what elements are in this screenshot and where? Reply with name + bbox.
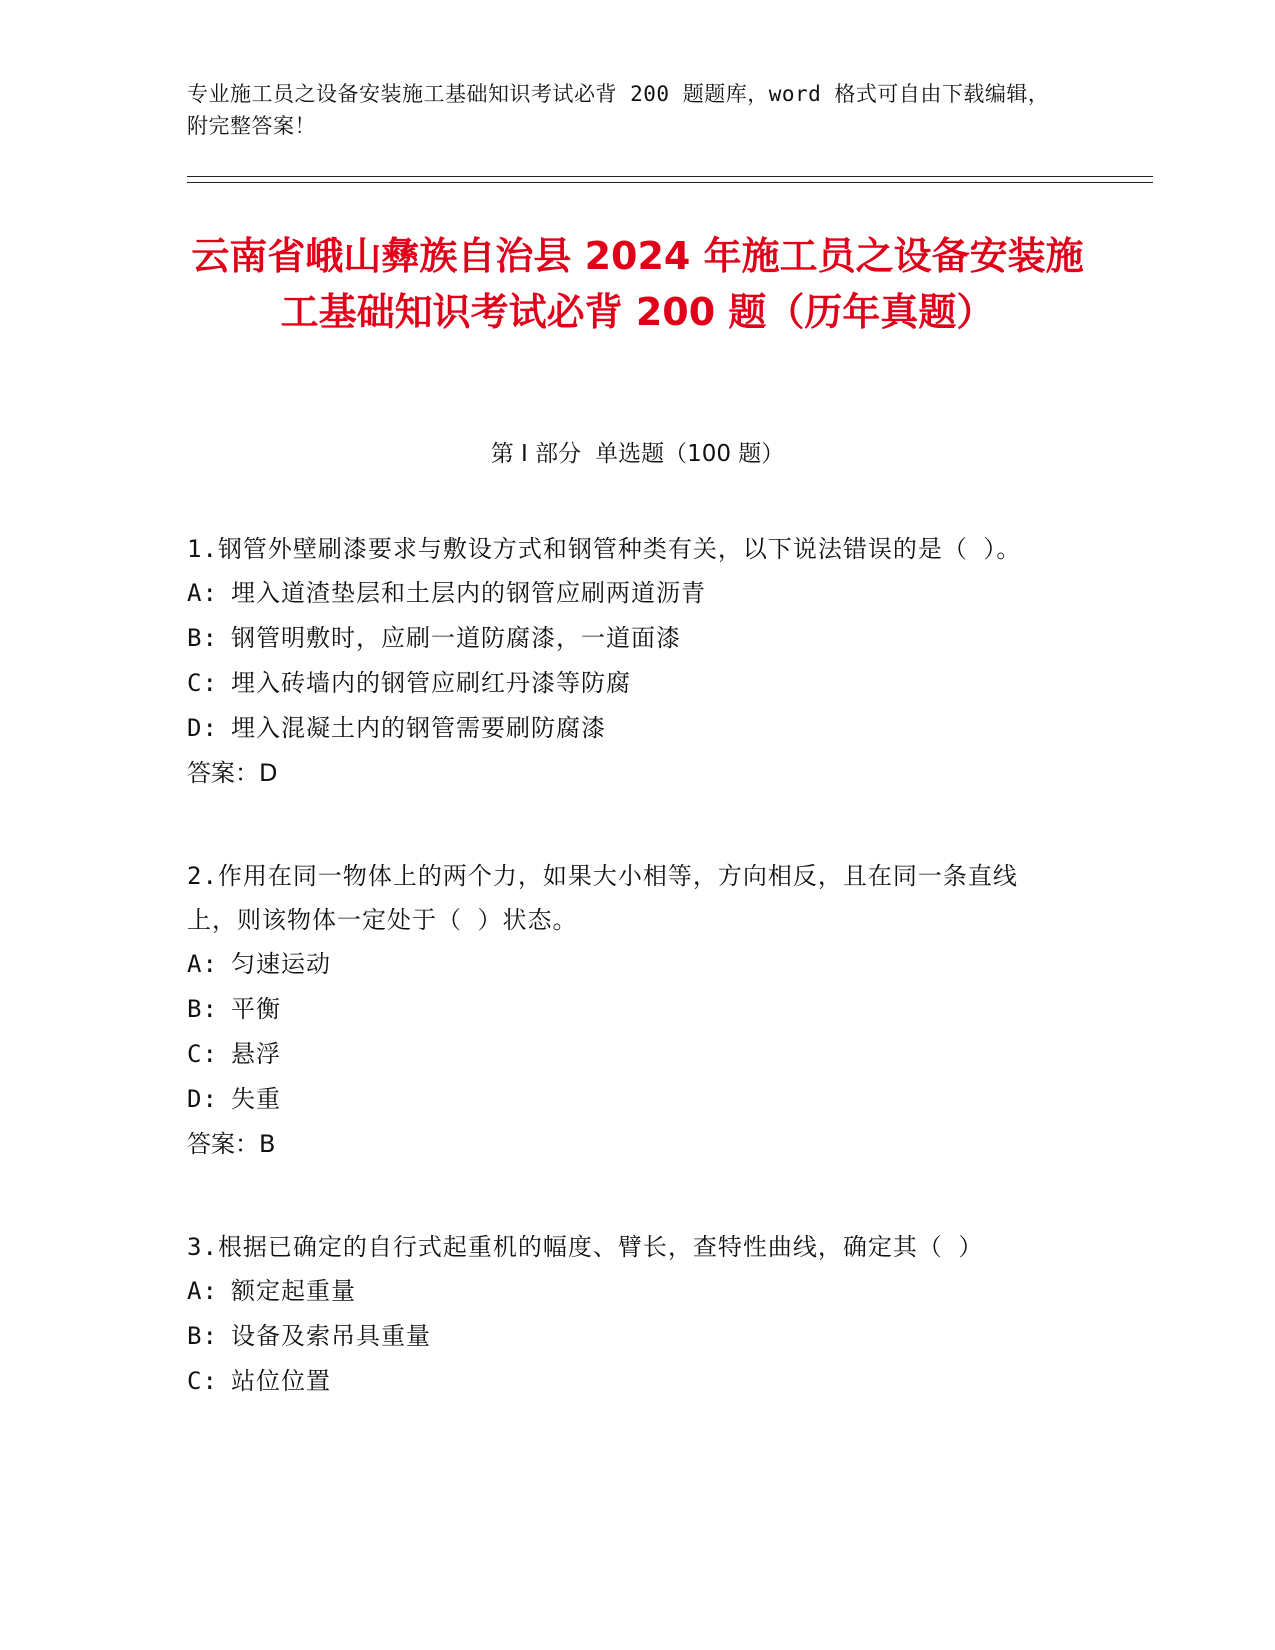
question-stem: 1.钢管外壁刷漆要求与敷设方式和钢管种类有关，以下说法错误的是（ ）。 <box>187 535 1022 563</box>
option-text: 设备及索吊具重量 <box>231 1322 431 1350</box>
option-letter: A: <box>187 950 218 978</box>
option-letter: C: <box>187 1367 218 1395</box>
question-list <box>187 527 1067 1462</box>
question-1 <box>187 527 1067 796</box>
option-text: 匀速运动 <box>231 950 331 978</box>
option-c <box>187 661 1067 706</box>
option-text: 埋入砖墙内的钢管应刷红丹漆等防腐 <box>231 669 631 697</box>
option-d <box>187 1077 1067 1122</box>
option-d <box>187 706 1067 751</box>
option-c <box>187 1032 1067 1077</box>
option-text: 钢管明敷时，应刷一道防腐漆，一道面漆 <box>231 624 681 652</box>
option-letter: D: <box>187 714 218 742</box>
option-text: 悬浮 <box>231 1040 281 1068</box>
option-letter: B: <box>187 1322 218 1350</box>
option-letter: C: <box>187 669 218 697</box>
option-b <box>187 1314 1067 1359</box>
question-3 <box>187 1225 1067 1404</box>
option-b <box>187 616 1067 661</box>
option-a <box>187 942 1067 987</box>
option-text: 站位位置 <box>231 1367 331 1395</box>
question-stem: 3.根据已确定的自行式起重机的幅度、臂长，查特性曲线，确定其（ ） <box>187 1233 984 1261</box>
option-text: 平衡 <box>231 995 281 1023</box>
option-text: 埋入道渣垫层和土层内的钢管应刷两道沥青 <box>231 579 706 607</box>
option-text: 失重 <box>231 1085 281 1113</box>
answer-line: 答案：D <box>187 759 278 787</box>
header-rule-top <box>187 176 1153 177</box>
option-text: 额定起重量 <box>231 1277 356 1305</box>
section-title <box>0 436 1275 472</box>
answer-line: 答案：B <box>187 1130 276 1158</box>
option-a <box>187 571 1067 616</box>
question-stem: 2.作用在同一物体上的两个力，如果大小相等，方向相反，且在同一条直线上，则该物体一定处于（ ）状态。 <box>187 862 1018 934</box>
option-b <box>187 987 1067 1032</box>
option-letter: B: <box>187 995 218 1023</box>
option-letter: A: <box>187 579 218 607</box>
option-text: 埋入混凝土内的钢管需要刷防腐漆 <box>231 714 606 742</box>
header-note: 专业施工员之设备安装施工基础知识考试必背 200 题题库，word 格式可自由下载编辑，附完整答案！ <box>187 82 1050 138</box>
section-name: 单选题（100 题） <box>595 441 785 467</box>
option-letter: A: <box>187 1277 218 1305</box>
option-a <box>187 1269 1067 1314</box>
option-c <box>187 1359 1067 1404</box>
option-letter: C: <box>187 1040 218 1068</box>
option-letter: B: <box>187 624 218 652</box>
option-letter: D: <box>187 1085 218 1113</box>
header-rule-bottom <box>187 182 1153 183</box>
section-part: 第 I 部分 <box>490 441 582 467</box>
document-title: 云南省峨山彝族自治县 2024 年施工员之设备安装施工基础知识考试必背 200 题（历年真题） <box>191 234 1084 334</box>
question-2 <box>187 854 1067 1167</box>
